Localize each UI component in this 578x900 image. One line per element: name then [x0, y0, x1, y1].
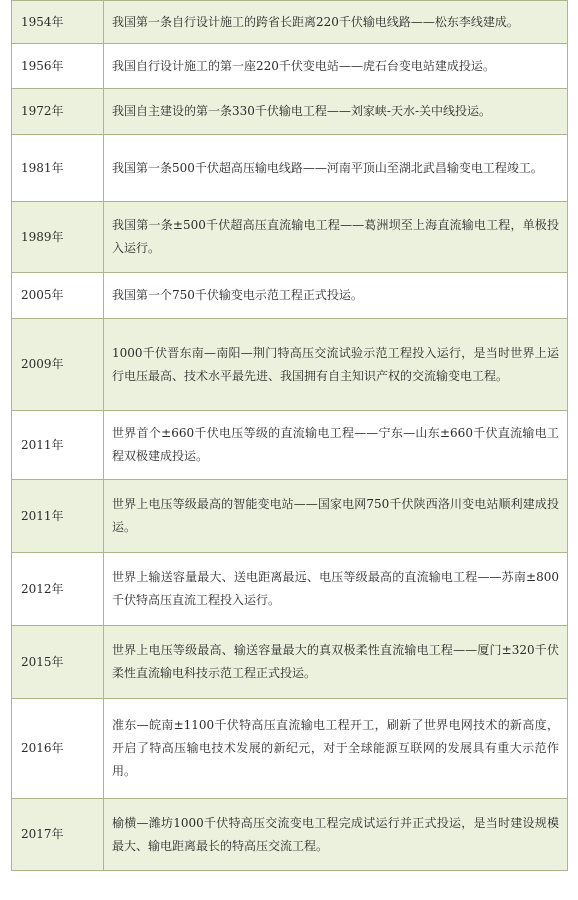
table-row	[12, 553, 568, 626]
table-row	[12, 699, 568, 799]
table-row	[12, 480, 568, 553]
table-row	[12, 411, 568, 480]
year-cell: 1954年	[12, 1, 104, 44]
year-cell: 1981年	[12, 135, 104, 202]
year-cell: 2017年	[12, 799, 104, 871]
year-cell: 1972年	[12, 89, 104, 135]
year-cell: 2015年	[12, 626, 104, 699]
event-cell: 我国第一个750千伏输变电示范工程正式投运。	[104, 273, 568, 319]
year-cell: 2011年	[12, 480, 104, 553]
year-cell: 2011年	[12, 411, 104, 480]
year-cell: 2005年	[12, 273, 104, 319]
event-cell: 1000千伏晋东南—南阳—荆门特高压交流试验示范工程投入运行，是当时世界上运行电压最高、技术水平最先进、我国拥有自主知识产权的交流输变电工程。	[104, 319, 568, 411]
table-row	[12, 273, 568, 319]
event-cell: 世界首个±660千伏电压等级的直流输电工程——宁东—山东±660千伏直流输电工程双极建成投运。	[104, 411, 568, 480]
event-cell: 我国自行设计施工的第一座220千伏变电站——虎石台变电站建成投运。	[104, 44, 568, 89]
table-row	[12, 202, 568, 273]
table-row	[12, 89, 568, 135]
year-cell: 2016年	[12, 699, 104, 799]
event-cell: 准东—皖南±1100千伏特高压直流输电工程开工，刷新了世界电网技术的新高度，开启了特高压输电技术发展的新纪元，对于全球能源互联网的发展具有重大示范作用。	[104, 699, 568, 799]
year-cell: 2009年	[12, 319, 104, 411]
table-row	[12, 799, 568, 871]
table-row	[12, 626, 568, 699]
year-cell: 1956年	[12, 44, 104, 89]
event-cell: 榆横—潍坊1000千伏特高压交流变电工程完成试运行并正式投运，是当时建设规模最大、输电距离最长的特高压交流工程。	[104, 799, 568, 871]
year-cell: 1989年	[12, 202, 104, 273]
timeline-table	[11, 0, 568, 871]
table-row	[12, 319, 568, 411]
event-cell: 我国第一条500千伏超高压输电线路——河南平顶山至湖北武昌输变电工程竣工。	[104, 135, 568, 202]
table-row	[12, 1, 568, 44]
timeline-body	[12, 1, 568, 871]
year-cell: 2012年	[12, 553, 104, 626]
table-row	[12, 135, 568, 202]
event-cell: 我国第一条自行设计施工的跨省长距离220千伏输电线路——松东李线建成。	[104, 1, 568, 44]
event-cell: 世界上电压等级最高、输送容量最大的真双极柔性直流输电工程——厦门±320千伏柔性直流输电科技示范工程正式投运。	[104, 626, 568, 699]
event-cell: 世界上电压等级最高的智能变电站——国家电网750千伏陕西洛川变电站顺利建成投运。	[104, 480, 568, 553]
event-cell: 我国第一条±500千伏超高压直流输电工程——葛洲坝至上海直流输电工程，单极投入运行。	[104, 202, 568, 273]
table-row	[12, 44, 568, 89]
event-cell: 世界上输送容量最大、送电距离最远、电压等级最高的直流输电工程——苏南±800千伏特高压直流工程投入运行。	[104, 553, 568, 626]
event-cell: 我国自主建设的第一条330千伏输电工程——刘家峡-天水-关中线投运。	[104, 89, 568, 135]
